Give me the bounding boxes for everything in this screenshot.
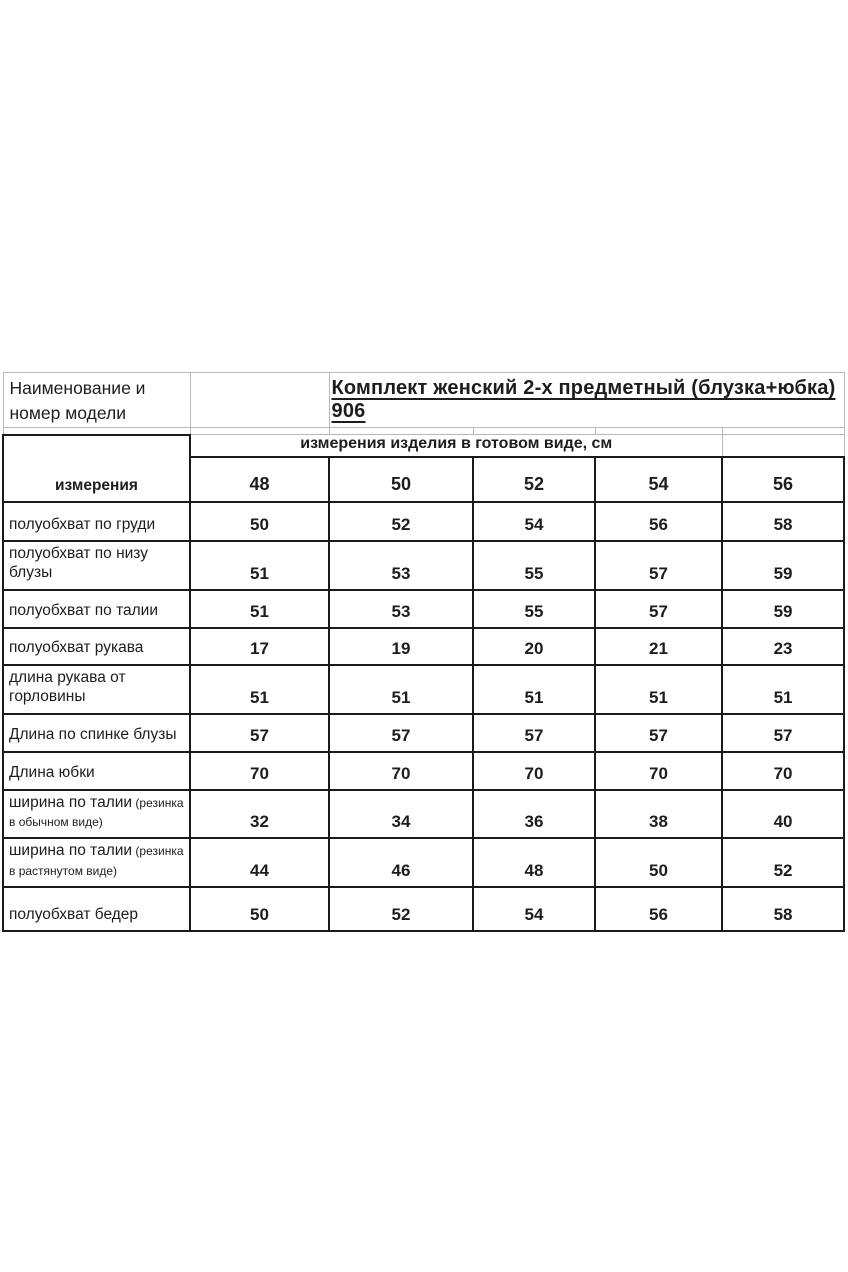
- row-label: ширина по талии (резинка в обычном виде): [3, 790, 190, 839]
- measurement-value: 44: [190, 838, 329, 887]
- measurement-value: 17: [190, 628, 329, 665]
- title-row: [3, 373, 844, 428]
- measurement-value: 52: [329, 502, 473, 541]
- size-column-header: 52: [473, 457, 595, 502]
- measurement-value: 46: [329, 838, 473, 887]
- measurement-value: 51: [473, 665, 595, 714]
- measurement-value: 51: [190, 665, 329, 714]
- size-column-header: 48: [190, 457, 329, 502]
- measurement-value: 57: [595, 590, 722, 628]
- measurement-value: 58: [722, 502, 844, 541]
- measurement-value: 70: [329, 752, 473, 790]
- table-row: [3, 541, 844, 590]
- measurement-value: 70: [595, 752, 722, 790]
- measurement-rows: [3, 502, 844, 931]
- measurement-value: 53: [329, 590, 473, 628]
- measurement-value: 70: [722, 752, 844, 790]
- measurement-value: 50: [595, 838, 722, 887]
- measurement-value: 38: [595, 790, 722, 839]
- measurement-value: 70: [473, 752, 595, 790]
- measurement-value: 55: [473, 590, 595, 628]
- size-column-header: 56: [722, 457, 844, 502]
- measurement-value: 57: [595, 541, 722, 590]
- product-title-text: Комплект женский 2-х предметный (блузка+юбка) 906: [331, 377, 836, 422]
- measurement-value: 20: [473, 628, 595, 665]
- measurement-value: 50: [190, 887, 329, 931]
- measurement-value: 51: [595, 665, 722, 714]
- table-row: [3, 790, 844, 839]
- measurement-value: 58: [722, 887, 844, 931]
- measurement-value: 52: [722, 838, 844, 887]
- spacer-row: [3, 428, 844, 435]
- measurement-value: 50: [190, 502, 329, 541]
- table-row: [3, 665, 844, 714]
- table-row: [3, 752, 844, 790]
- spacer-cell: [3, 428, 190, 435]
- model-name-cell: Наименование и номер модели: [3, 373, 190, 428]
- measurement-value: 70: [190, 752, 329, 790]
- corner-cell: измерения: [3, 435, 190, 503]
- row-label: полуобхват бедер: [3, 887, 190, 931]
- measurement-value: 57: [190, 714, 329, 752]
- measurement-value: 55: [473, 541, 595, 590]
- empty-header-cell: [722, 435, 844, 458]
- measurement-value: 56: [595, 502, 722, 541]
- group-header-cell: измерения изделия в готовом виде, см: [190, 435, 722, 458]
- measurement-value: 51: [722, 665, 844, 714]
- measurement-value: 40: [722, 790, 844, 839]
- measurement-value: 57: [595, 714, 722, 752]
- measurement-value: 48: [473, 838, 595, 887]
- measurement-value: 56: [595, 887, 722, 931]
- table-row: [3, 628, 844, 665]
- spacer-cell: [190, 428, 329, 435]
- measurement-value: 34: [329, 790, 473, 839]
- row-label: Длина по спинке блузы: [3, 714, 190, 752]
- measurement-value: 57: [473, 714, 595, 752]
- measurement-value: 23: [722, 628, 844, 665]
- table-row: [3, 590, 844, 628]
- empty-cell: [190, 373, 329, 428]
- row-label: длина рукава от горловины: [3, 665, 190, 714]
- measurement-value: 51: [190, 541, 329, 590]
- measurement-value: 54: [473, 502, 595, 541]
- row-label: Длина юбки: [3, 752, 190, 790]
- spacer-cell: [329, 428, 473, 435]
- row-label: полуобхват рукава: [3, 628, 190, 665]
- measurement-value: 54: [473, 887, 595, 931]
- table-row: [3, 502, 844, 541]
- row-label: ширина по талии (резинка в растянутом виде): [3, 838, 190, 887]
- measurement-value: 36: [473, 790, 595, 839]
- size-chart-table: [2, 372, 845, 932]
- size-column-header: 54: [595, 457, 722, 502]
- measurement-value: 51: [329, 665, 473, 714]
- measurement-value: 19: [329, 628, 473, 665]
- measurement-value: 53: [329, 541, 473, 590]
- measurement-value: 21: [595, 628, 722, 665]
- measurement-value: 59: [722, 590, 844, 628]
- measurement-value: 32: [190, 790, 329, 839]
- row-label: полуобхват по талии: [3, 590, 190, 628]
- table-row: [3, 887, 844, 931]
- measurement-value: 52: [329, 887, 473, 931]
- group-header-row: [3, 435, 844, 458]
- spacer-cell: [473, 428, 595, 435]
- spacer-cell: [595, 428, 722, 435]
- measurement-value: 57: [329, 714, 473, 752]
- measurement-value: 57: [722, 714, 844, 752]
- spacer-cell: [722, 428, 844, 435]
- row-label: полуобхват по груди: [3, 502, 190, 541]
- table-row: [3, 714, 844, 752]
- product-title-cell: [329, 373, 844, 428]
- row-label: полуобхват по низу блузы: [3, 541, 190, 590]
- measurement-value: 59: [722, 541, 844, 590]
- size-column-header: 50: [329, 457, 473, 502]
- table-row: [3, 838, 844, 887]
- measurement-value: 51: [190, 590, 329, 628]
